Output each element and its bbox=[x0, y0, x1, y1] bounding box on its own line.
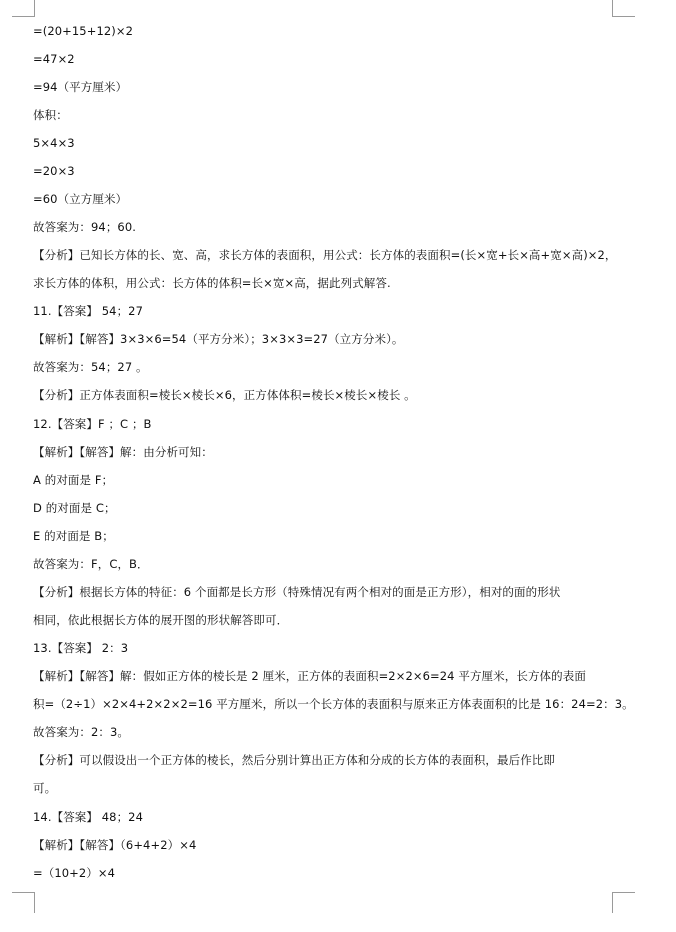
text-line: =20×3 bbox=[33, 164, 75, 178]
text-line: 13.【答案】 2：3 bbox=[33, 641, 129, 655]
text-line: 故答案为：F，C，B． bbox=[33, 557, 149, 571]
text-line: 【分析】正方体表面积=棱长×棱长×6，正方体体积=棱长×棱长×棱长 。 bbox=[33, 388, 416, 402]
text-line: =(20+15+12)×2 bbox=[33, 24, 134, 38]
text-line: 求长方体的体积，用公式：长方体的体积=长×宽×高，据此列式解答. bbox=[33, 276, 391, 290]
text-line: 积=（2÷1）×2×4+2×2×2=16 平方厘米，所以一个长方体的表面积与原来正方体表面积的比是 16：24=2：3。 bbox=[33, 697, 634, 711]
text-line: 故答案为：2：3。 bbox=[33, 725, 130, 739]
text-line: A 的对面是 F； bbox=[33, 473, 114, 487]
text-line: =47×2 bbox=[33, 52, 75, 66]
text-line: 故答案为：54；27 。 bbox=[33, 360, 148, 374]
text-line: 体积： bbox=[33, 108, 68, 122]
text-line: 故答案为：94；60. bbox=[33, 220, 137, 234]
page-corner-mark-bottom-left bbox=[12, 892, 35, 913]
text-line: 相同，依此根据长方体的展开图的形状解答即可． bbox=[33, 613, 289, 627]
text-line: 【解析】【解答】解：由分析可知： bbox=[33, 445, 213, 459]
text-line: 14.【答案】 48；24 bbox=[33, 810, 144, 824]
text-line: 12.【答案】F ；C ；B bbox=[33, 417, 152, 431]
text-line: E 的对面是 B； bbox=[33, 529, 114, 543]
text-line: 【分析】可以假设出一个正方体的棱长，然后分别计算出正方体和分成的长方体的表面积，最后作比即 bbox=[33, 753, 555, 767]
page-corner-mark-bottom-right bbox=[612, 892, 635, 913]
text-line: 【解析】【解答】3×3×6=54（平方分米）；3×3×3=27（立方分米）。 bbox=[33, 332, 404, 346]
text-line: 11.【答案】 54；27 bbox=[33, 304, 144, 318]
page-corner-mark-top-left bbox=[12, 0, 35, 17]
text-line: 【解析】【解答】解：假如正方体的棱长是 2 厘米，正方体的表面积=2×2×6=24 平方厘米，长方体的表面 bbox=[33, 669, 586, 683]
text-line: 【解析】【解答】（6+4+2）×4 bbox=[33, 838, 197, 852]
text-line: =（10+2）×4 bbox=[33, 866, 116, 880]
page-corner-mark-top-right bbox=[612, 0, 635, 17]
text-line: D 的对面是 C； bbox=[33, 501, 116, 515]
text-line: =94（平方厘米） bbox=[33, 80, 128, 94]
text-line: 【分析】已知长方体的长、宽、高，求长方体的表面积，用公式：长方体的表面积=(长×宽+长×高+宽×高)×2， bbox=[33, 248, 617, 262]
text-line: 【分析】根据长方体的特征：6 个面都是长方形（特殊情况有两个相对的面是正方形），相对的面的形状 bbox=[33, 585, 561, 599]
text-line: 可。 bbox=[33, 781, 57, 795]
text-line: =60（立方厘米） bbox=[33, 192, 128, 206]
text-line: 5×4×3 bbox=[33, 136, 75, 150]
